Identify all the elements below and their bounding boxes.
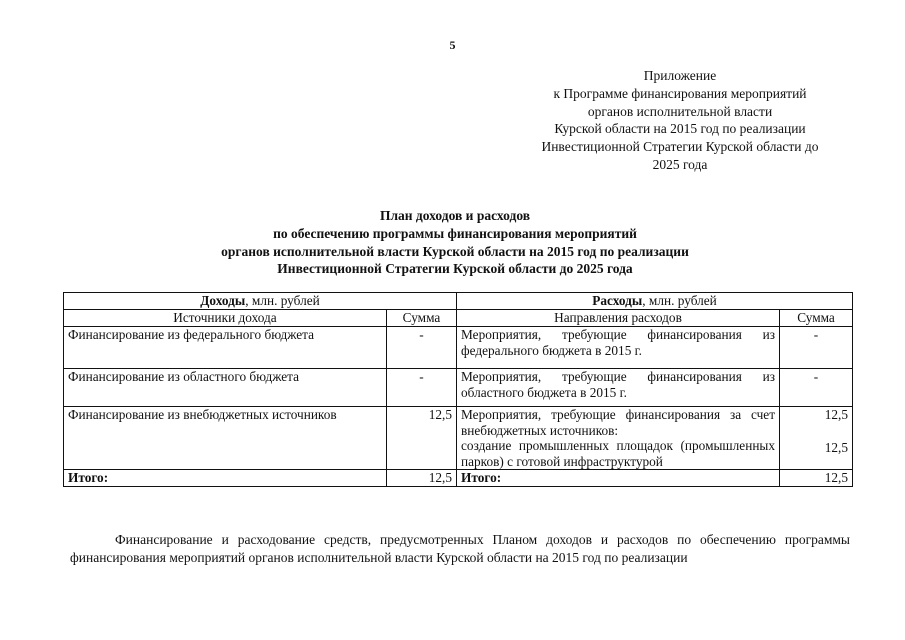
table-subheader-row (64, 310, 853, 327)
expense-header (457, 293, 853, 310)
table-row (64, 327, 853, 369)
income-header (64, 293, 457, 310)
body-paragraph: Финансирование и расходование средств, предусмотренных Планом доходов и расходов по обеспечению программы финансирования мероприятий органов исполнительной власти Курской области на 2015 год по реализации (70, 532, 850, 565)
appendix-line: Приложение (643, 68, 717, 83)
plan-title-line: План доходов и расходов (379, 208, 531, 223)
column-header-income-sum: Сумма (387, 310, 457, 327)
income-sum: - (387, 327, 457, 369)
expense-sum-cell (780, 407, 853, 470)
appendix-line: 2025 года (652, 156, 708, 172)
total-expense-label: Итого: (457, 470, 780, 487)
table-row (64, 369, 853, 407)
appendix-line: Инвестиционной Стратегии Курской области до (541, 139, 819, 155)
table-total-row (64, 470, 853, 487)
expense-sub-direction: создание промышленных площадок (промышленных парков) с готовой инфраструктурой (461, 438, 776, 469)
expense-direction: Мероприятия, требующие финансирования из федерального бюджета в 2015 г. (457, 327, 780, 369)
total-expense-value: 12,5 (780, 470, 853, 487)
income-header-unit: , млн. рублей (245, 293, 320, 308)
total-income-value: 12,5 (387, 470, 457, 487)
plan-title-line: по обеспечению программы финансирования мероприятий (273, 225, 637, 241)
total-income-label: Итого: (64, 470, 387, 487)
page-number: 5 (449, 38, 456, 52)
expense-header-unit: , млн. рублей (642, 293, 717, 308)
expense-sum: - (780, 327, 853, 369)
income-sum: - (387, 369, 457, 407)
appendix-heading (500, 67, 860, 174)
income-source: Финансирование из областного бюджета (64, 369, 387, 407)
income-expense-table (63, 292, 853, 487)
table-row (64, 407, 853, 470)
expense-direction: Мероприятия, требующие финансирования из областного бюджета в 2015 г. (457, 369, 780, 407)
column-header-directions: Направления расходов (457, 310, 780, 327)
plan-title-line: Инвестиционной Стратегии Курской области до 2025 года (277, 261, 633, 277)
income-source: Финансирование из федерального бюджета (64, 327, 387, 369)
income-source: Финансирование из внебюджетных источников (64, 407, 387, 470)
appendix-line: к Программе финансирования мероприятий (553, 85, 807, 101)
expense-direction-cell (457, 407, 780, 470)
plan-title (100, 207, 810, 278)
expense-header-bold: Расходы (592, 293, 643, 308)
column-header-sources: Источники дохода (64, 310, 387, 327)
plan-title-line: органов исполнительной власти Курской области на 2015 год по реализации (221, 243, 689, 259)
appendix-line: Курской области на 2015 год по реализации (554, 121, 806, 137)
expense-sum: - (780, 369, 853, 407)
table-header-row (64, 293, 853, 310)
appendix-line: органов исполнительной власти (587, 103, 773, 119)
income-header-bold: Доходы (200, 293, 246, 308)
expense-sub-sum: 12,5 (824, 439, 849, 455)
expense-direction: Мероприятия, требующие финансирования за счет внебюджетных источников: (461, 407, 776, 438)
expense-sum: 12,5 (824, 407, 849, 422)
column-header-expense-sum: Сумма (780, 310, 853, 327)
income-sum: 12,5 (387, 407, 457, 470)
